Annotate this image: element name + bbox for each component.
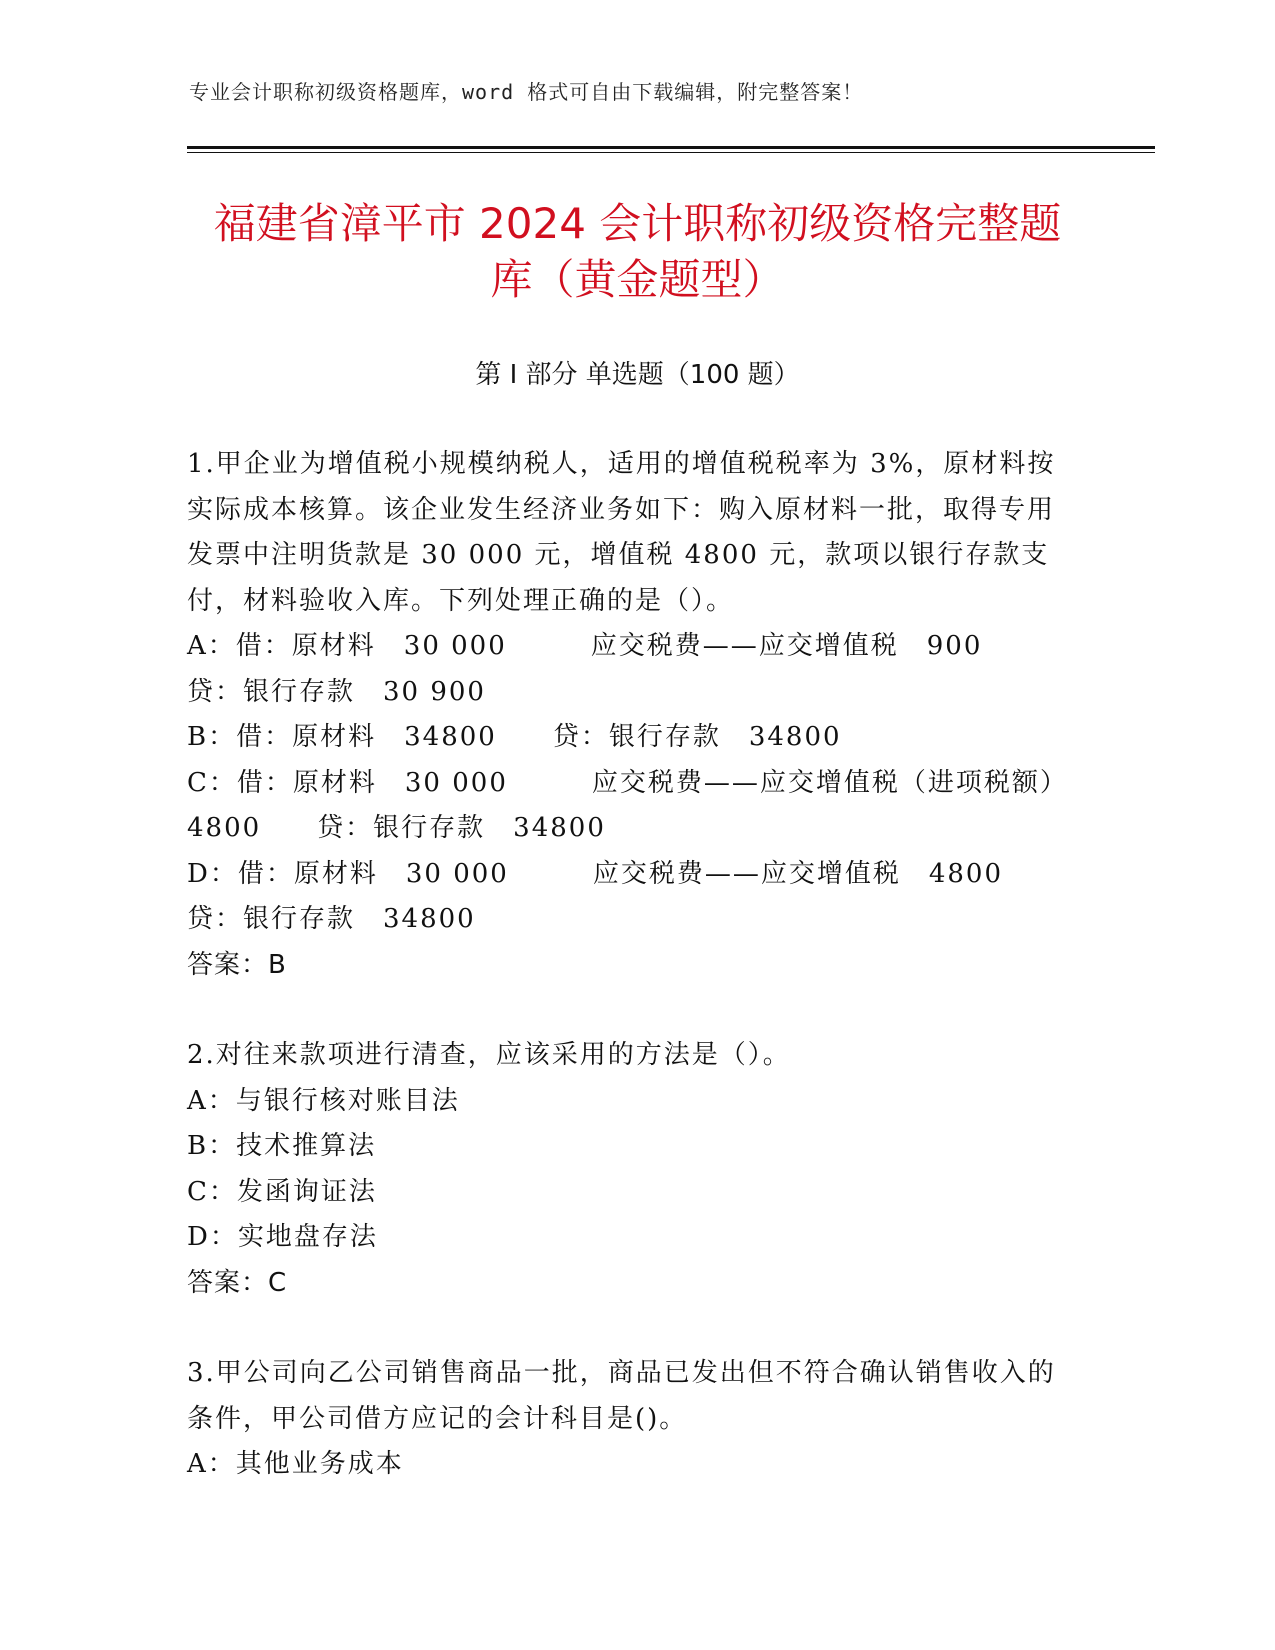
question-stem: 3.甲公司向乙公司销售商品一批，商品已发出但不符合确认销售收入的条件，甲公司借方应记的会计科目是()。 xyxy=(187,1358,1056,1434)
question-list xyxy=(187,442,1067,1488)
option-a: A：借：原材料 30 000 应交税费——应交增值税 900 贷：银行存款 30 900 xyxy=(187,631,1039,707)
option-a: A：与银行核对账目法 xyxy=(187,1085,460,1116)
option-b: B：技术推算法 xyxy=(187,1131,377,1161)
title-line-2: 库（黄金题型） xyxy=(490,255,785,304)
question-stem: 2.对往来款项进行清查，应该采用的方法是（）。 xyxy=(187,1040,791,1070)
header-note: 专业会计职称初级资格题库，word 格式可自由下载编辑，附完整答案！ xyxy=(189,80,864,104)
option-a: A：其他业务成本 xyxy=(187,1449,404,1479)
option-b: B：借：原材料 34800 贷：银行存款 34800 xyxy=(187,722,842,752)
question-stem: 1.甲企业为增值税小规模纳税人，适用的增值税税率为 3%，原材料按实际成本核算。该企业发生经济业务如下：购入原材料一批，取得专用发票中注明货款是 30 000 元，增值税 4800 元，款项以银行存款支付，材料验收入库。下列处理正确的是（）。 xyxy=(187,449,1056,616)
document-title xyxy=(150,196,1125,308)
option-c: C：发函询证法 xyxy=(187,1176,377,1207)
question-2 xyxy=(187,1033,1067,1306)
answer: 答案：C xyxy=(187,1267,288,1298)
question-1 xyxy=(187,442,1067,988)
option-d: D：借：原材料 30 000 应交税费——应交增值税 4800 贷：银行存款 34800 xyxy=(187,858,1060,934)
header-rule-thick xyxy=(187,146,1155,149)
question-spacer xyxy=(187,1306,1067,1351)
question-spacer xyxy=(187,988,1067,1033)
option-d: D：实地盘存法 xyxy=(187,1222,378,1252)
option-c: C：借：原材料 30 000 应交税费——应交增值税（进项税额）4800 贷：银行存款 34800 xyxy=(187,767,1055,843)
answer: 答案：B xyxy=(187,949,287,980)
question-3 xyxy=(187,1351,1067,1488)
header-rule-thin xyxy=(187,152,1155,153)
section-title: 第 I 部分 单选题（100 题） xyxy=(475,360,800,390)
title-line-1: 福建省漳平市 2024 会计职称初级资格完整题 xyxy=(213,199,1062,248)
